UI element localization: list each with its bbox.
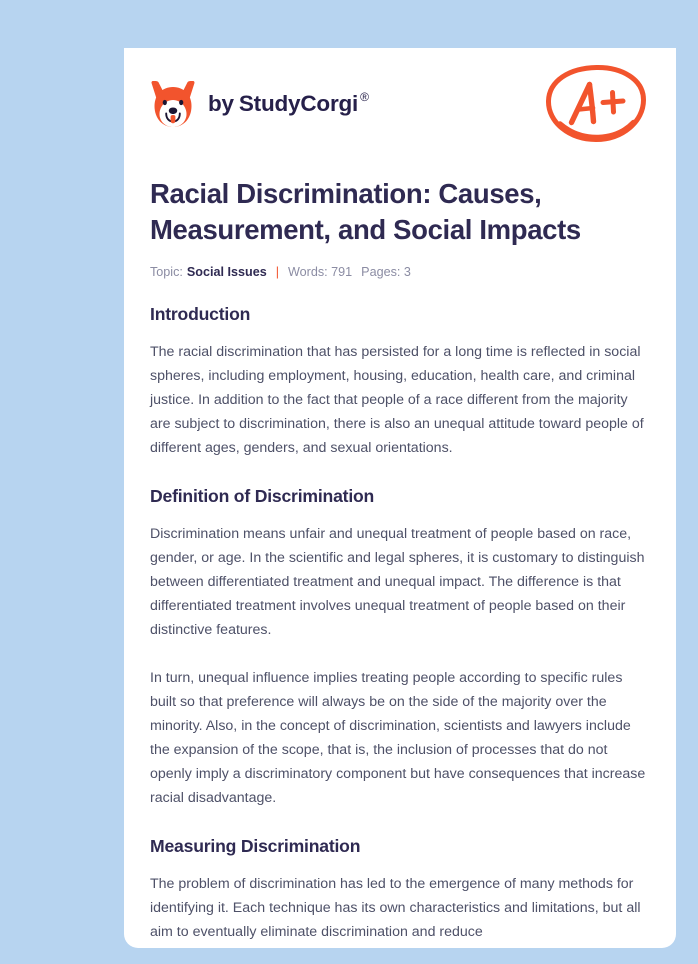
topic-label: Topic:	[150, 264, 183, 279]
registered-trademark-icon: ®	[360, 89, 369, 104]
section-introduction	[150, 304, 650, 460]
document-header	[150, 48, 650, 152]
document-body	[150, 304, 650, 944]
page-title: Racial Discrimination: Causes, Measurement, and Social Impacts	[150, 178, 581, 246]
studycorgi-brand[interactable]	[150, 78, 369, 130]
page-count: Pages: 3	[361, 264, 411, 279]
section-heading: Introduction	[150, 304, 251, 325]
paragraph: Discrimination means unfair and unequal treatment of people based on race, gender, or age. In the scientific and legal spheres, it is customary to distinguish between differentiated treatment and unequal impact. The difference is that differentiated treatment involves unequal treatment of people based on their distinctive features.	[150, 526, 645, 639]
document-meta	[150, 266, 650, 279]
brand-prefix: by	[208, 90, 234, 116]
document-page-sheet	[124, 48, 676, 948]
section-measuring-discrimination	[150, 836, 650, 944]
section-definition-of-discrimination	[150, 486, 650, 810]
brand-name: StudyCorgi	[238, 90, 359, 116]
section-heading: Definition of Discrimination	[150, 486, 375, 507]
paragraph: The problem of discrimination has led to the emergence of many methods for identifying it. Each technique has its own characteristics and limitations, but all aim to eventually eliminate discrimination and reduce	[150, 876, 641, 941]
section-heading: Measuring Discrimination	[150, 836, 361, 857]
word-count: Words: 791	[288, 264, 353, 279]
a-plus-grade-icon	[542, 60, 650, 148]
paragraph: In turn, unequal influence implies treating people according to specific rules built so that preference will always be on the side of the majority over the minority. Also, in the concept of discrimination, scientists and lawyers include the expansion of the scope, that is, the inclusion of processes that do not openly imply a discriminatory component but have consequences that increase racial disadvantage.	[150, 670, 646, 807]
topic-value[interactable]: Social Issues	[186, 264, 267, 279]
meta-separator: |	[275, 264, 279, 279]
brand-wordmark	[208, 89, 369, 116]
corgi-face-icon	[150, 78, 196, 130]
document-page-content	[124, 48, 676, 944]
paragraph: The racial discrimination that has persisted for a long time is reflected in social spheres, including employment, housing, education, health care, and criminal justice. In addition to the fact that people of a race different from the majority are subject to discrimination, there is also an unequal attitude toward people of different ages, genders, and sexual orientations.	[150, 344, 644, 457]
